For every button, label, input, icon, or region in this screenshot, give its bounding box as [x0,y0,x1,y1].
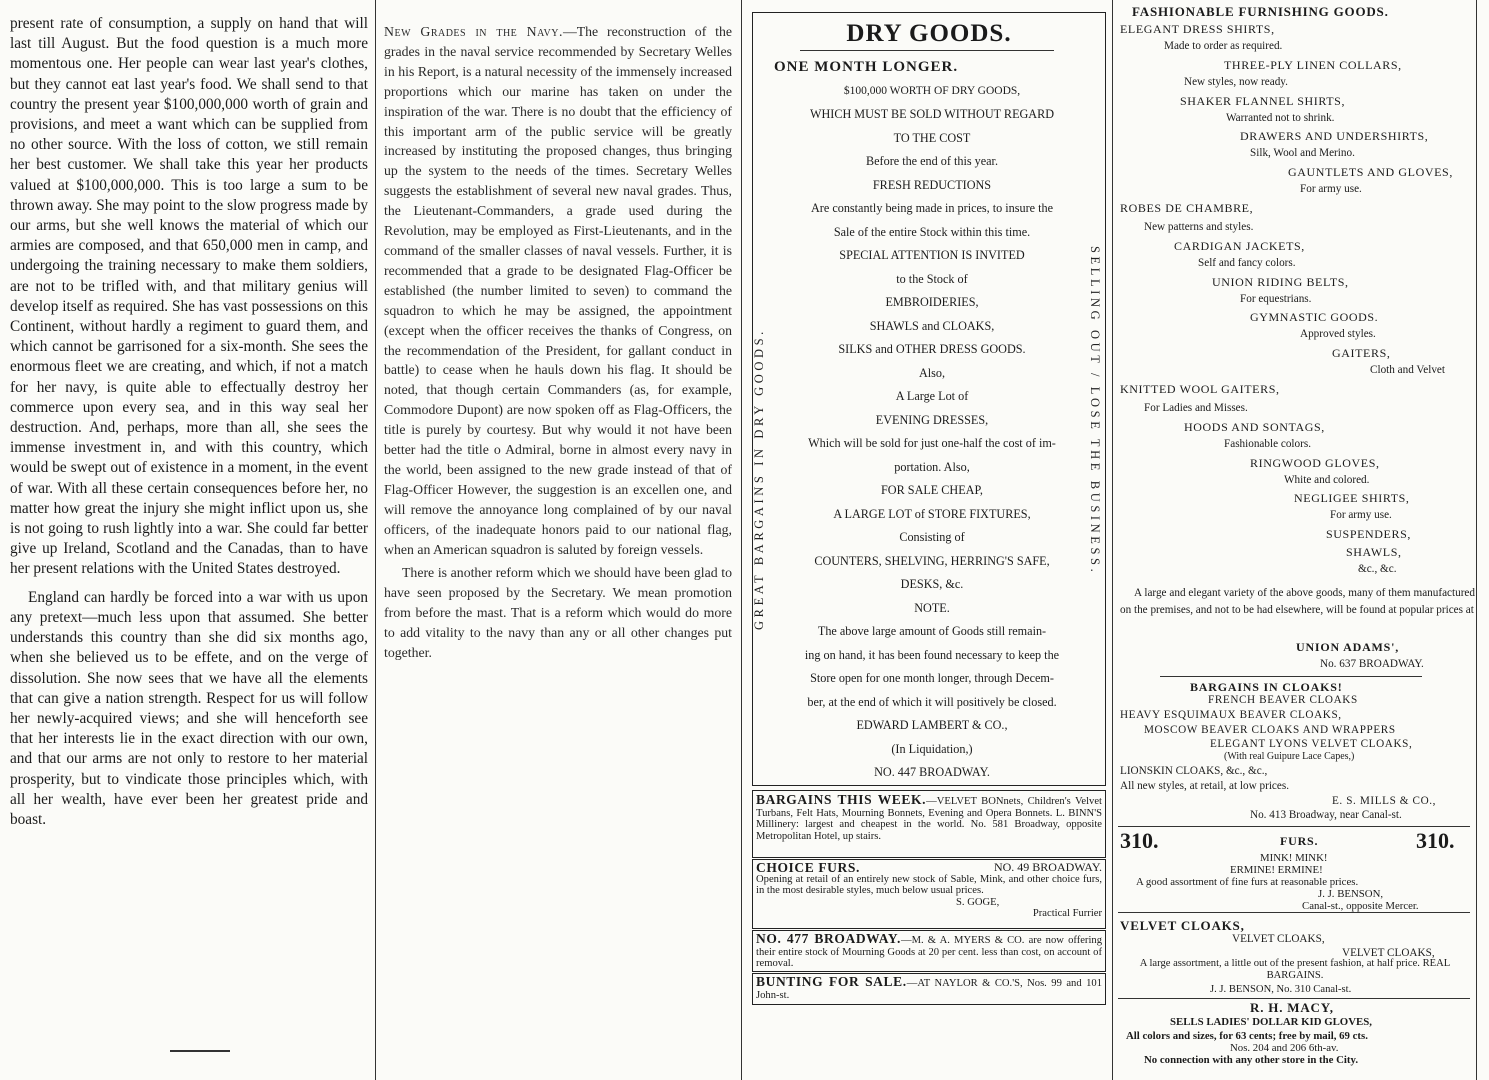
furnishing-line: ELEGANT DRESS SHIRTS, [1120,22,1275,36]
ad-rule [1118,998,1470,999]
dry-goods-line: SPECIAL ATTENTION IS INVITED [839,248,1025,262]
furnishing-line: Self and fancy colors. [1198,256,1296,269]
furnishing-line: ROBES DE CHAMBRE, [1120,201,1254,215]
furnishing-line: White and colored. [1284,473,1370,486]
dry-goods-line: ber, at the end of which it will positively be closed. [807,694,1057,709]
dry-goods-line: WHICH MUST BE SOLD WITHOUT REGARD [809,107,1055,121]
dry-goods-line: Are constantly being made in prices, to insure the [811,201,1053,215]
dry-goods-title: DRY GOODS. [846,20,1012,47]
navy-article-heading: New Grades in the Navy. [384,24,563,39]
furnishing-line: New styles, now ready. [1184,75,1288,88]
ad-heading: BARGAINS THIS WEEK. [756,792,927,807]
dry-goods-line: Consisting of [899,530,965,544]
furnishing-line: For army use. [1300,183,1362,196]
dry-goods-line: Also, [918,365,946,380]
velvet-body: A large assortment, a little out of the present fashion, at half price. REAL BARGAINS. [1139,958,1451,981]
dry-goods-line: Which will be sold for just one-half the cost of im- [808,436,1056,450]
furnishing-line: Fashionable colors. [1224,437,1311,450]
furnishing-line: Silk, Wool and Merino. [1250,147,1355,160]
furs-number-left: 310. [1120,828,1159,853]
dry-goods-line: SHAWLS and CLOAKS, [869,318,995,333]
furs-title: FURS. [1280,834,1319,848]
velvet-signature: J. J. BENSON, No. 310 Canal-st. [1210,984,1352,995]
furnishing-line: UNION RIDING BELTS, [1212,274,1349,289]
furs-line: ERMINE! ERMINE! [1230,864,1323,876]
column-rule [1112,0,1113,1080]
ad-rule [1118,912,1470,913]
ad-heading: BUNTING FOR SALE. [756,974,907,989]
furnishing-line: Warranted not to shrink. [1226,111,1335,124]
furs-line: A good assortment of fine furs at reasonable prices. [1136,876,1359,888]
furnishing-line: &c., &c. [1358,563,1397,575]
furnishing-line: HOODS AND SONTAGS, [1184,419,1325,434]
velvet-line: VELVET CLOAKS, [1232,933,1325,945]
cloaks-line: FRENCH BEAVER CLOAKS [1208,694,1358,706]
column-rule [375,0,376,1080]
furs-line: Canal-st., opposite Mercer. [1302,900,1419,912]
ad-signature: S. GOGE, [956,896,1000,908]
ad-body: —M. & A. MYERS & CO. are now offering their entire stock of Mourning Goods at 20 per cent. less than cost, on account of removal. [756,935,1102,970]
dry-goods-line: FOR SALE CHEAP, [881,483,983,497]
dry-goods-line: ing on hand, it has been found necessary to keep the [804,647,1060,662]
bunting-ad [756,976,1102,1001]
dry-goods-side-text-left: GREAT BARGAINS IN DRY GOODS. [752,328,766,630]
furnishing-line: New patterns and styles. [1144,220,1254,233]
furnishing-line: Made to order as required. [1164,39,1283,52]
macy-line: No connection with any other store in the City. [1144,1054,1359,1066]
cloaks-line: MOSCOW BEAVER CLOAKS AND WRAPPERS [1144,724,1396,736]
furnishing-line: For army use. [1330,509,1392,522]
dry-goods-line: EVENING DRESSES, [875,412,989,427]
navy-article-text: —The reconstruction of the grades in the naval service recommended by Secretary Welles in his Report, is a natural necessity of the immensely increased proportions which our marine has taken on under the inspiration of the war. There is no doubt that the efficiency of this important arm of the public service will be greatly increased by instituting the proposed changes, thus bringing up the system to the needs of the times. Secretary Welles suggests the establishment of several new naval grades. Thus, the Lieutenant-Commanders, a grade used during the Revolution, may be employed as First-Lieutenants, and in the command of the smaller classes of naval vessels. Further, it is recommended that a grade to be designated Flag-Officer be established (the number limited to seven) to command the squadron to which he may be assigned, the appointment (except when the officer receives the thanks of Congress, on the recommendation of the President, for gallant conduct in battle) to cease when he hauls down his flag. It should be noted, that though certain Commanders (as, for example, Commodore Dupont) are now spoken off as Flag-Officers, the title is purely by courtesy. But why would it not have been better had the title o Admiral, borne in almost every navy in the world, been assigned to the new grade instead of that of Flag-Officer However, the suggestion is an excellen one, and will remove the annoyance long complained of by our naval officers, of the inadequate honors paid to our national flag, when an American squadron is saluted by foreign vessels. [384,24,732,557]
column-rule [741,0,742,1080]
dry-goods-line: COUNTERS, SHELVING, HERRING'S SAFE, [814,553,1050,568]
furs-line: J. J. BENSON, [1318,888,1384,900]
ad-heading: NO. 477 BROADWAY. [756,931,901,946]
furnishing-line: SHAKER FLANNEL SHIRTS, [1180,93,1346,108]
furnishing-line: RINGWOOD GLOVES, [1250,455,1380,470]
dry-goods-line: A LARGE LOT of STORE FIXTURES, [833,506,1031,521]
dry-goods-line: SILKS and OTHER DRESS GOODS. [838,342,1026,356]
furnishing-line: CARDIGAN JACKETS, [1174,238,1305,253]
dry-goods-body [774,56,1090,785]
ad-body: —AT NAYLOR & CO.'S, Nos. 99 and 101 John-st. [756,978,1102,1001]
dry-goods-line: Before the end of this year. [866,154,998,168]
ad-body: Opening at retail of an entirely new stock of Sable, Mink, and other choice furs, in the most desirable styles, much below usual prices. [756,873,1102,897]
furnishing-address: No. 637 BROADWAY. [1320,658,1424,670]
reform-paragraph: There is another reform which we should have been glad to have seen proposed by the Secretary. We mean promotion from before the mast. That is a reform which would do more to add vitality to the navy than any or all other changes put together. [384,565,732,661]
furs-line: MINK! MINK! [1260,852,1328,864]
furnishing-ad [1120,0,1480,690]
dry-goods-line: DESKS, &c. [900,577,964,591]
ad-rule [1160,676,1422,677]
dry-goods-line: (In Liquidation,) [891,741,973,756]
ad-address: NO. 49 BROADWAY. [993,860,1102,874]
ad-signature-title: Practical Furrier [1032,908,1102,920]
cloaks-line: ELEGANT LYONS VELVET CLOAKS, [1210,738,1413,750]
article-paragraph: England can hardly be forced into a war with us upon any pretext—much less upon that assumed. She better understands this country than she did six months ago, when she believed us to be effete, and on the verge of dissolution. She now sees that we have all the elements that can give a nation strength. Respect for us will follow her newly-acquired views; and she will henceforth see that her interests lie in the exact direction with our own, and that our arms are not only to restore to her material prosperity, but to vindicate those principles which, with all her wealth, have ever been her greatest pride and boast. [10,588,368,828]
cloaks-line: LIONSKIN CLOAKS, &c., &c., [1120,765,1268,777]
cloaks-line: No. 413 Broadway, near Canal-st. [1250,809,1402,821]
end-dash [170,1050,230,1052]
article-column-2 [384,22,732,663]
dry-goods-line: portation. Also, [894,459,970,474]
dry-goods-line: to the Stock of [896,271,968,286]
myers-ad [756,933,1102,970]
cloaks-line: E. S. MILLS & CO., [1332,795,1437,807]
dry-goods-line: TO THE COST [893,130,971,145]
furnishing-line: THREE-PLY LINEN COLLARS, [1224,57,1402,72]
velvet-title: VELVET CLOAKS, [1120,918,1245,933]
furnishing-store: UNION ADAMS', [1296,640,1400,654]
column-rule-right [1476,0,1477,1080]
cloaks-title: BARGAINS IN CLOAKS! [1190,680,1343,694]
dry-goods-line: A Large Lot of [895,389,969,403]
furnishing-title: FASHIONABLE FURNISHING GOODS. [1132,4,1389,19]
ad-title-rule [800,50,1054,51]
furnishing-line: SHAWLS, [1346,545,1402,560]
dry-goods-line: Store open for one month longer, through Decem- [810,671,1054,685]
furnishing-line: NEGLIGEE SHIRTS, [1294,491,1410,506]
dry-goods-line: ONE MONTH LONGER. [774,59,959,75]
dry-goods-line: $100,000 WORTH OF DRY GOODS, [843,84,1021,97]
furs-number-right: 310. [1416,828,1455,853]
dry-goods-line: NOTE. [914,600,950,615]
dry-goods-side-text-right: SELLING OUT / LOSE THE BUSINESS. [1088,246,1102,576]
furnishing-line: GAUNTLETS AND GLOVES, [1288,165,1453,180]
furnishing-line: DRAWERS AND UNDERSHIRTS, [1240,129,1429,144]
velvet-line: VELVET CLOAKS, [1342,947,1435,959]
furnishing-line: GYMNASTIC GOODS. [1250,310,1379,325]
dry-goods-line: Sale of the entire Stock within this time. [833,224,1031,239]
furnishing-closing: A large and elegant variety of the above goods, many of them manufactured on the premises, and not to be had elsewhere, will be found at popular prices at [1120,587,1475,617]
bargains-week-ad [756,794,1102,842]
dry-goods-line: FRESH REDUCTIONS [872,177,992,192]
cloaks-line: All new styles, at retail, at low prices. [1120,780,1290,792]
macy-line: Nos. 204 and 206 6th-av. [1230,1042,1339,1054]
furnishing-line: GAITERS, [1332,346,1391,361]
choice-furs-ad [756,862,1102,920]
furnishing-line: Approved styles. [1300,328,1376,341]
cloaks-line: (With real Guipure Lace Capes,) [1224,751,1355,762]
cloaks-line: HEAVY ESQUIMAUX BEAVER CLOAKS, [1120,709,1342,721]
article-column-1 [10,14,368,830]
furnishing-line: For Ladies and Misses. [1144,401,1248,414]
dry-goods-line: NO. 447 BROADWAY. [874,765,990,779]
ad-heading: CHOICE FURS. [756,860,860,875]
ad-rule [1118,826,1470,827]
dry-goods-line: The above large amount of Goods still remain- [817,624,1047,638]
navy-article-paragraph [384,22,732,559]
dry-goods-line: EDWARD LAMBERT & CO., [856,718,1008,732]
macy-title: R. H. MACY, [1250,1000,1334,1015]
furnishing-line: SUSPENDERS, [1326,527,1411,542]
dry-goods-line: EMBROIDERIES, [885,295,979,309]
macy-line: SELLS LADIES' DOLLAR KID GLOVES, [1170,1016,1372,1028]
furnishing-line: Cloth and Velvet [1370,364,1445,377]
ad-body: —VELVET BONnets, Children's Velvet Turbans, Felt Hats, Mourning Bonnets, Evening and Opera Bonnets. L. BINN'S Millinery: largest and cheapest in the world. No. 581 Broadway, opposite Metropolitan Hotel, up stairs. [756,796,1103,842]
furnishing-line: KNITTED WOOL GAITERS, [1120,382,1280,396]
furnishing-line: For equestrians. [1240,292,1312,305]
macy-line: All colors and sizes, for 63 cents; free by mail, 69 cts. [1126,1030,1368,1042]
article-paragraph: present rate of consumption, a supply on hand that will last till August. But the food question is a much more momentous one. Her people can wear last year's clothes, but they cannot eat last year's food. We shall send to that country the present year $100,000,000 worth of grain and provisions, and meet a want which can be supplied from no other source. With the loss of cotton, we still remain her best customer. We shall take this year her products valued at $100,000,000. This is too large a sum to be thrown away. She may point to the slow progress made by our arms, but she well knows the material of which our armies are composed, and that 650,000 men in camp, and undergoing the training necessary to make them soldiers, are not to be trifled with, and that military genius will develop itself as required. She has vast possessions on this Continent, without hardly a regiment to guard them, and which cannot be garrisoned for a six-month. She sees the enormous fleet we are creating, and which, if not a match for her navy, is quite able to effectually destroy her commerce upon every sea, and in this way seal her destruction. And, perhaps, more than all, she sees the immense investment in, and with this country, which would be swept out of existence in a moment, in the event of war. With all these certain consequences before her, no matter how great the injury she might inflict upon us, she is not going to rush lightly into a war. She could far better give up Ireland, Scotland and the Canadas, than to have her present relations with the United States destroyed. [10,15,368,578]
